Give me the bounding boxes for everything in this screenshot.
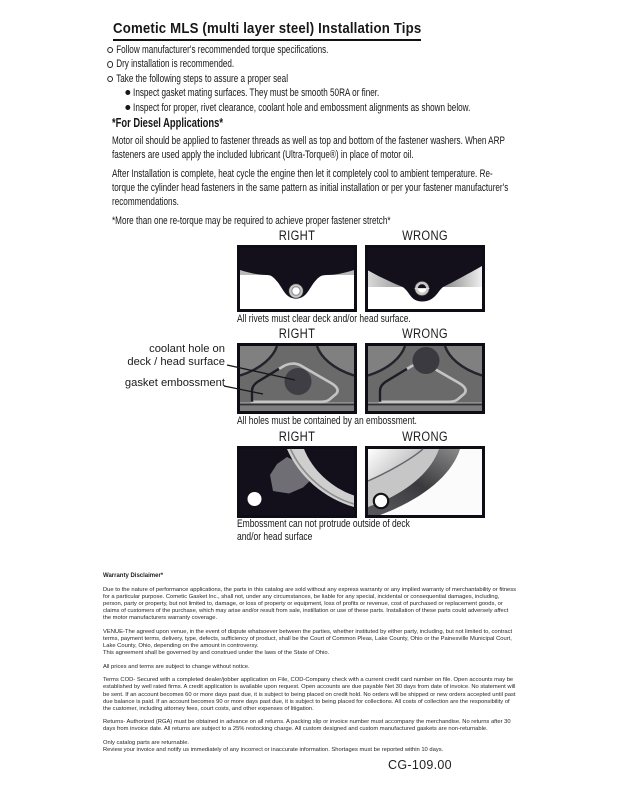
right-label: RIGHT — [278, 429, 316, 444]
diesel-paragraph: *More than one re-torque may be required to achieve proper fastener stretch* — [112, 215, 391, 227]
disclaimer-paragraph: VENUE-The agreed upon venue, in the event of dispute whatsoever between the parties, whether instituted by either party, including, but not limited to, contract terms, payment terms, delivery, type, defects, sufficiency of product, shall be the Court of Common Pleas, Lake County, Ohio or the Painesville Municipal Court, Lake County, Ohio, depending on the amount in controversy. — [103, 628, 513, 649]
right-label: RIGHT — [278, 326, 316, 341]
diesel-heading: *For Diesel Applications* — [112, 115, 223, 130]
protrusion-right-panel — [237, 446, 357, 518]
hole-wrong-panel — [365, 343, 485, 414]
diagram-caption: All rivets must clear deck and/or head surface. — [237, 313, 411, 325]
diesel-section — [112, 116, 509, 233]
right-label: RIGHT — [278, 228, 316, 243]
tip-text: Inspect for proper, rivet clearance, coolant hole and embossment alignments as shown below. — [133, 101, 471, 114]
diesel-paragraph: After Installation is complete, heat cycle the engine then let it completely cool to ambient temperature. Re-torque the cylinder head fasteners in the same pattern as initial installation or per your fastener manufacturer's recommendations. — [112, 168, 509, 208]
circle-bullet-icon — [107, 61, 113, 67]
dot-bullet-icon — [125, 90, 130, 95]
wrong-label: WRONG — [402, 326, 448, 341]
disclaimer-paragraph: Returns- Authorized (RGA) must be obtained in advance on all returns. A packing slip or invoice number must accompany the merchandise. No returns after 30 days from invoice date. All returns are subject to a 25% restocking charge. All custom designed and custom manufactured gaskets are non-returnable. — [103, 719, 511, 733]
disclaimer-paragraph: Only catalog parts are returnable. — [103, 740, 190, 747]
list-item — [126, 102, 511, 114]
callout-text: coolant hole on — [149, 343, 225, 355]
warranty-disclaimer — [103, 573, 517, 761]
list-item — [108, 58, 511, 70]
callout-leader-lines — [223, 360, 299, 400]
document-code: CG-109.00 — [388, 758, 452, 772]
disclaimer-paragraph: This agreement shall be governed by and construed under the laws of the State of Ohio. — [103, 649, 330, 656]
circle-bullet-icon — [107, 76, 113, 82]
bolt-hole-icon — [374, 494, 388, 508]
list-item — [108, 44, 511, 56]
dot-bullet-icon — [125, 105, 130, 110]
diagram-set-rivet-clearance — [237, 228, 485, 312]
disclaimer-paragraph: Due to the nature of performance applications, the parts in this catalog are sold without any express warranty or any implied warranty of merchantability or fitness for a particular purpose. Cometic Gasket Inc., shall not, under any circumstances, be liable for any special, incidental or consequential damages, including, person, party or property, but not limited to, damage, or loss of property or equipment, loss of profits or revenue, cost of purchased or replacement goods, or claims of customers of the purchase, which may arise and/or result from sale, instillation or use of these parts. Installation of these parts could adversely affect the motor manufacturers warranty coverage. — [103, 586, 517, 621]
coolant-hole-icon — [413, 347, 440, 374]
rivet-wrong-panel — [365, 245, 485, 312]
callout-coolant-hole — [100, 343, 225, 368]
wrong-label: WRONG — [402, 429, 448, 444]
diagram-header — [237, 326, 485, 342]
tips-list — [108, 44, 511, 116]
page-title: Cometic MLS (multi layer steel) Installation Tips — [113, 20, 421, 41]
list-item — [108, 73, 511, 85]
bolt-hole-icon — [248, 492, 262, 506]
diagram-set-embossment-protrusion — [237, 429, 485, 518]
disclaimer-paragraph: Terms COD- Secured with a completed dealer/jobber application on File, COD-Company check with a current credit card number on file. Open accounts may be established by well rated firms. A credit application is available upon request. Open accounts are due payable Net 30 days from date of invoice. No statement will be sent. If an account becomes 60 or more days past due, it is subject to being placed on credit hold. No orders will be shipped or new orders accepted until past due balance is paid. If an account becomes 90 or more days past due, it is subject to being placed for collections. All costs of collection are the responsibility of the customer, including attorney fees, court costs, and other expenses of litigation. — [103, 677, 516, 712]
disclaimer-paragraph: Review your invoice and notify us immediately of any incorrect or inaccurate information. Shortages must be reported within 10 days. — [103, 747, 444, 754]
callout-gasket-embossment: gasket embossment — [124, 377, 225, 389]
disclaimer-paragraph: All prices and terms are subject to change without notice. — [103, 663, 250, 670]
rivet-right-panel — [237, 245, 357, 312]
diagram-caption: Embossment can not protrude outside of deck and/or head surface — [237, 518, 410, 543]
diagram-caption: All holes must be contained by an embossment. — [237, 415, 417, 427]
circle-bullet-icon — [107, 47, 113, 53]
tip-text: Take the following steps to assure a proper seal — [116, 72, 289, 85]
diagram-header — [237, 228, 485, 244]
diesel-paragraph: Motor oil should be applied to fastener threads as well as top and bottom of the fastener washers. When ARP fasteners are used apply the included lubricant (Ultra-Torque®) in place of motor oil. — [112, 135, 505, 161]
tip-text: Inspect gasket mating surfaces. They must be smooth 50RA or finer. — [133, 87, 380, 100]
list-item — [126, 87, 511, 99]
protrusion-wrong-panel — [365, 446, 485, 518]
tip-text: Dry installation is recommended. — [116, 58, 235, 71]
diagram-header — [237, 429, 485, 445]
callout-text: deck / head surface — [127, 355, 225, 368]
wrong-label: WRONG — [402, 228, 448, 243]
disclaimer-heading: Warranty Disclaimer* — [103, 573, 164, 579]
tip-text: Follow manufacturer's recommended torque specifications. — [116, 44, 329, 56]
